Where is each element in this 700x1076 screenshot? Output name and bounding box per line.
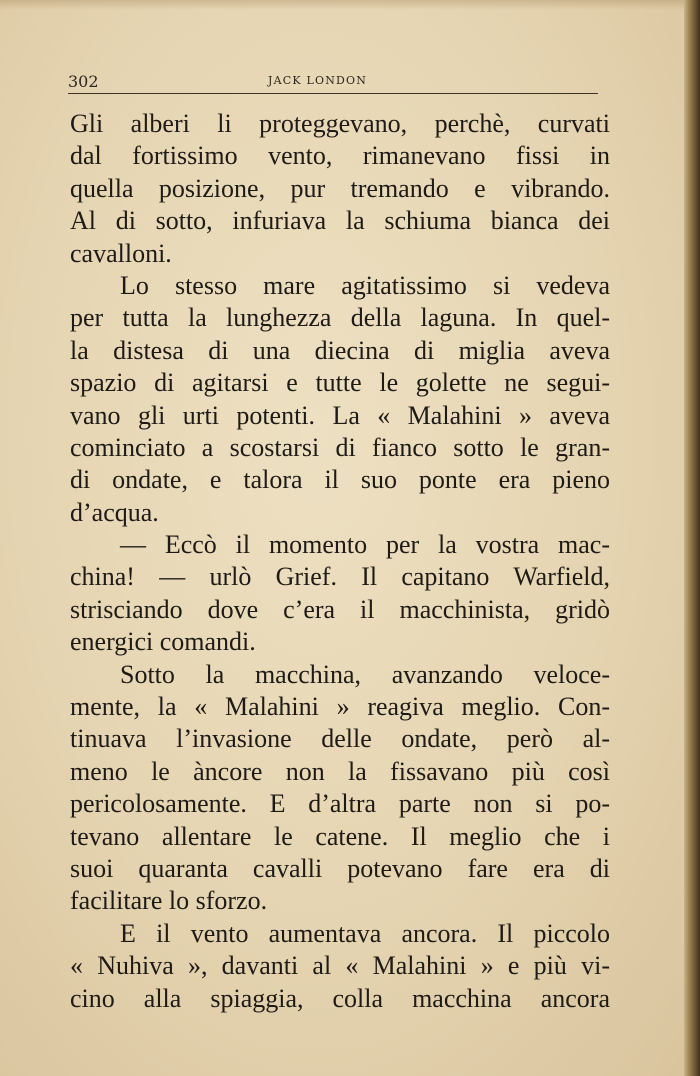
text-line (70, 594, 610, 626)
text-line (70, 173, 610, 205)
body-text (70, 108, 610, 1015)
text-line-content: la distesa di una diecina di miglia aveva (70, 335, 610, 365)
page-header (68, 64, 600, 94)
header-rule (68, 93, 598, 94)
text-line (70, 367, 610, 399)
text-line (70, 238, 610, 270)
page-binding-edge (684, 0, 700, 1076)
text-line-content: suoi quaranta cavalli potevano fare era di (70, 853, 610, 883)
text-line-content: tevano allentare le catene. Il meglio che i (70, 821, 610, 851)
text-line (70, 529, 610, 561)
text-line-content: per tutta la lunghezza della laguna. In quel- (70, 303, 610, 333)
text-line (70, 918, 610, 950)
text-line (70, 788, 610, 820)
text-line-content: facilitare lo sforzo. (70, 886, 268, 916)
text-line-content: E il vento aumentava ancora. Il piccolo (120, 918, 610, 948)
text-line-content: Sotto la macchina, avanzando veloce- (120, 659, 610, 689)
text-line (70, 108, 610, 140)
text-line (70, 464, 610, 496)
text-line (70, 140, 610, 172)
page-number: 302 (68, 72, 99, 91)
text-line-content: « Nuhiva », davanti al « Malahini » e più vi- (70, 951, 610, 981)
text-line-content: di ondate, e talora il suo ponte era pieno (70, 465, 610, 495)
text-line (70, 821, 610, 853)
text-line-content: pericolosamente. E d’altra parte non si po- (70, 789, 610, 819)
text-line-content: energici comandi. (70, 627, 256, 657)
text-line-content: Al di sotto, infuriava la schiuma bianca dei (70, 206, 610, 236)
text-line (70, 723, 610, 755)
text-line-content: cino alla spiaggia, colla macchina ancora (70, 983, 610, 1013)
text-line-content: cavalloni. (70, 238, 172, 268)
text-line-content: cominciato a scostarsi di fianco sotto le gran- (70, 432, 610, 462)
text-line (70, 270, 610, 302)
text-line-content: mente, la « Malahini » reagiva meglio. Con- (70, 692, 610, 722)
text-line-content: — Eccò il momento per la vostra mac- (120, 530, 610, 560)
text-line-content: Gli alberi li proteggevano, perchè, curvati (70, 109, 610, 138)
text-line-content: meno le àncore non la fissavano più così (70, 756, 610, 786)
text-line (70, 497, 610, 529)
text-line (70, 400, 610, 432)
text-line (70, 335, 610, 367)
text-line (70, 626, 610, 658)
running-head: JACK LONDON (268, 74, 368, 87)
text-line (70, 885, 610, 917)
text-line (70, 983, 610, 1015)
text-line-content: china! — urlò Grief. Il capitano Warfield, (70, 562, 610, 592)
text-line-content: d’acqua. (70, 497, 159, 527)
text-line-content: dal fortissimo vento, rimanevano fissi in (70, 141, 610, 171)
text-line-content: tinuava l’invasione delle ondate, però al- (70, 724, 610, 754)
text-line-content: quella posizione, pur tremando e vibrando. (70, 173, 610, 203)
text-line (70, 853, 610, 885)
page-top-shadow (0, 0, 700, 10)
text-line-content: spazio di agitarsi e tutte le golette ne segui- (70, 368, 610, 398)
text-line (70, 691, 610, 723)
text-line-content: vano gli urti potenti. La « Malahini » aveva (70, 400, 610, 430)
text-line (70, 205, 610, 237)
text-line-content: Lo stesso mare agitatissimo si vedeva (120, 270, 610, 300)
text-line (70, 302, 610, 334)
text-line (70, 756, 610, 788)
text-line (70, 561, 610, 593)
text-line (70, 659, 610, 691)
text-line (70, 432, 610, 464)
text-line-content: strisciando dove c’era il macchinista, gridò (70, 594, 610, 624)
text-line (70, 950, 610, 982)
